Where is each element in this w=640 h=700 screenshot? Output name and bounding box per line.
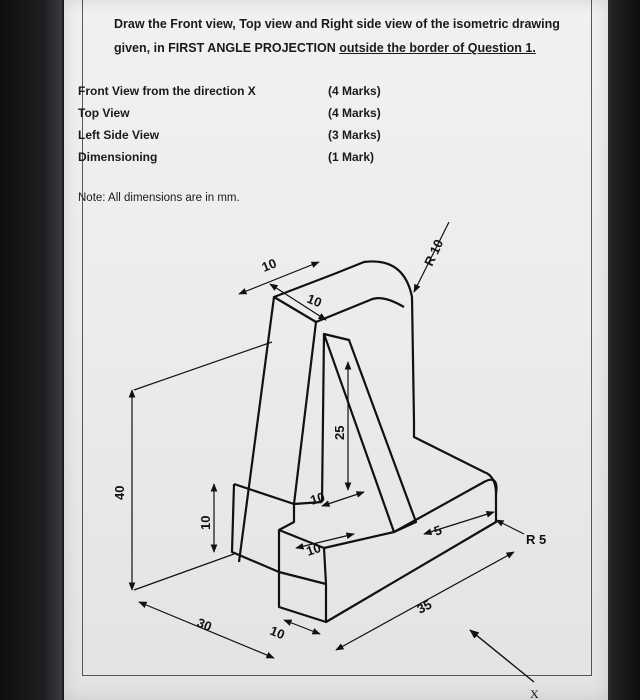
marks-label: Top View xyxy=(78,106,130,120)
upright-top xyxy=(274,297,404,322)
dim-line-r5 xyxy=(496,520,524,534)
rib-back-edge xyxy=(322,334,324,502)
dim-label-25: 25 xyxy=(332,425,347,440)
dim-label-top-10b: 10 xyxy=(304,290,324,311)
marks-label: Left Side View xyxy=(78,128,160,142)
dim-label-5: 5 xyxy=(431,522,444,539)
dim-label-top-10: 10 xyxy=(259,255,279,275)
dim-label-inner-10a: 10 xyxy=(308,489,327,508)
marks-value: (4 Marks) xyxy=(328,84,381,98)
direction-arrow xyxy=(470,630,534,682)
marks-table xyxy=(78,80,408,168)
isometric-drawing xyxy=(64,222,608,700)
question-heading xyxy=(114,12,594,60)
note-text: Note: All dimensions are in mm. xyxy=(78,192,240,204)
question-line-1: Draw the Front view, Top view and Right side view of the isometric drawing xyxy=(114,17,560,31)
ext-line-40-top xyxy=(134,342,272,390)
dimension-labels xyxy=(112,237,546,700)
dim-label-40: 40 xyxy=(112,485,127,500)
marks-label: Front View from the direction X xyxy=(78,84,256,98)
dim-label-30: 30 xyxy=(194,614,214,635)
marks-value: (3 Marks) xyxy=(328,128,381,142)
marks-row xyxy=(78,124,408,146)
monitor-bezel-left xyxy=(0,0,62,700)
marks-row xyxy=(78,80,408,102)
upright-front-edge xyxy=(294,322,316,504)
marks-row xyxy=(78,102,408,124)
marks-label: Dimensioning xyxy=(78,150,158,164)
direction-label: X xyxy=(530,687,539,700)
marks-value: (1 Mark) xyxy=(328,150,375,164)
dim-label-base-10: 10 xyxy=(198,515,213,530)
marks-row xyxy=(78,146,408,168)
dim-label-r5: R 5 xyxy=(526,532,547,547)
question-line-2-underlined: outside the border of Question 1. xyxy=(339,41,536,55)
dim-label-r10: R 10 xyxy=(421,237,447,269)
question-line-2-text: given, in FIRST ANGLE PROJECTION xyxy=(114,41,340,55)
dim-line-base-10b xyxy=(284,620,320,634)
ext-line-40-bottom xyxy=(134,554,234,590)
question-sheet xyxy=(64,0,608,700)
question-line-2 xyxy=(114,36,594,60)
dim-label-base-10b: 10 xyxy=(267,622,287,643)
base-notch xyxy=(279,504,294,572)
marks-value: (4 Marks) xyxy=(328,106,381,120)
dim-label-35: 35 xyxy=(414,596,435,617)
monitor-bezel-right xyxy=(604,0,640,700)
dimension-lines xyxy=(132,222,534,682)
object-outline xyxy=(232,261,497,622)
base-notch-face xyxy=(279,530,326,584)
dim-line-inner-10a xyxy=(322,492,364,506)
dim-label-inner-10b: 10 xyxy=(304,540,323,559)
